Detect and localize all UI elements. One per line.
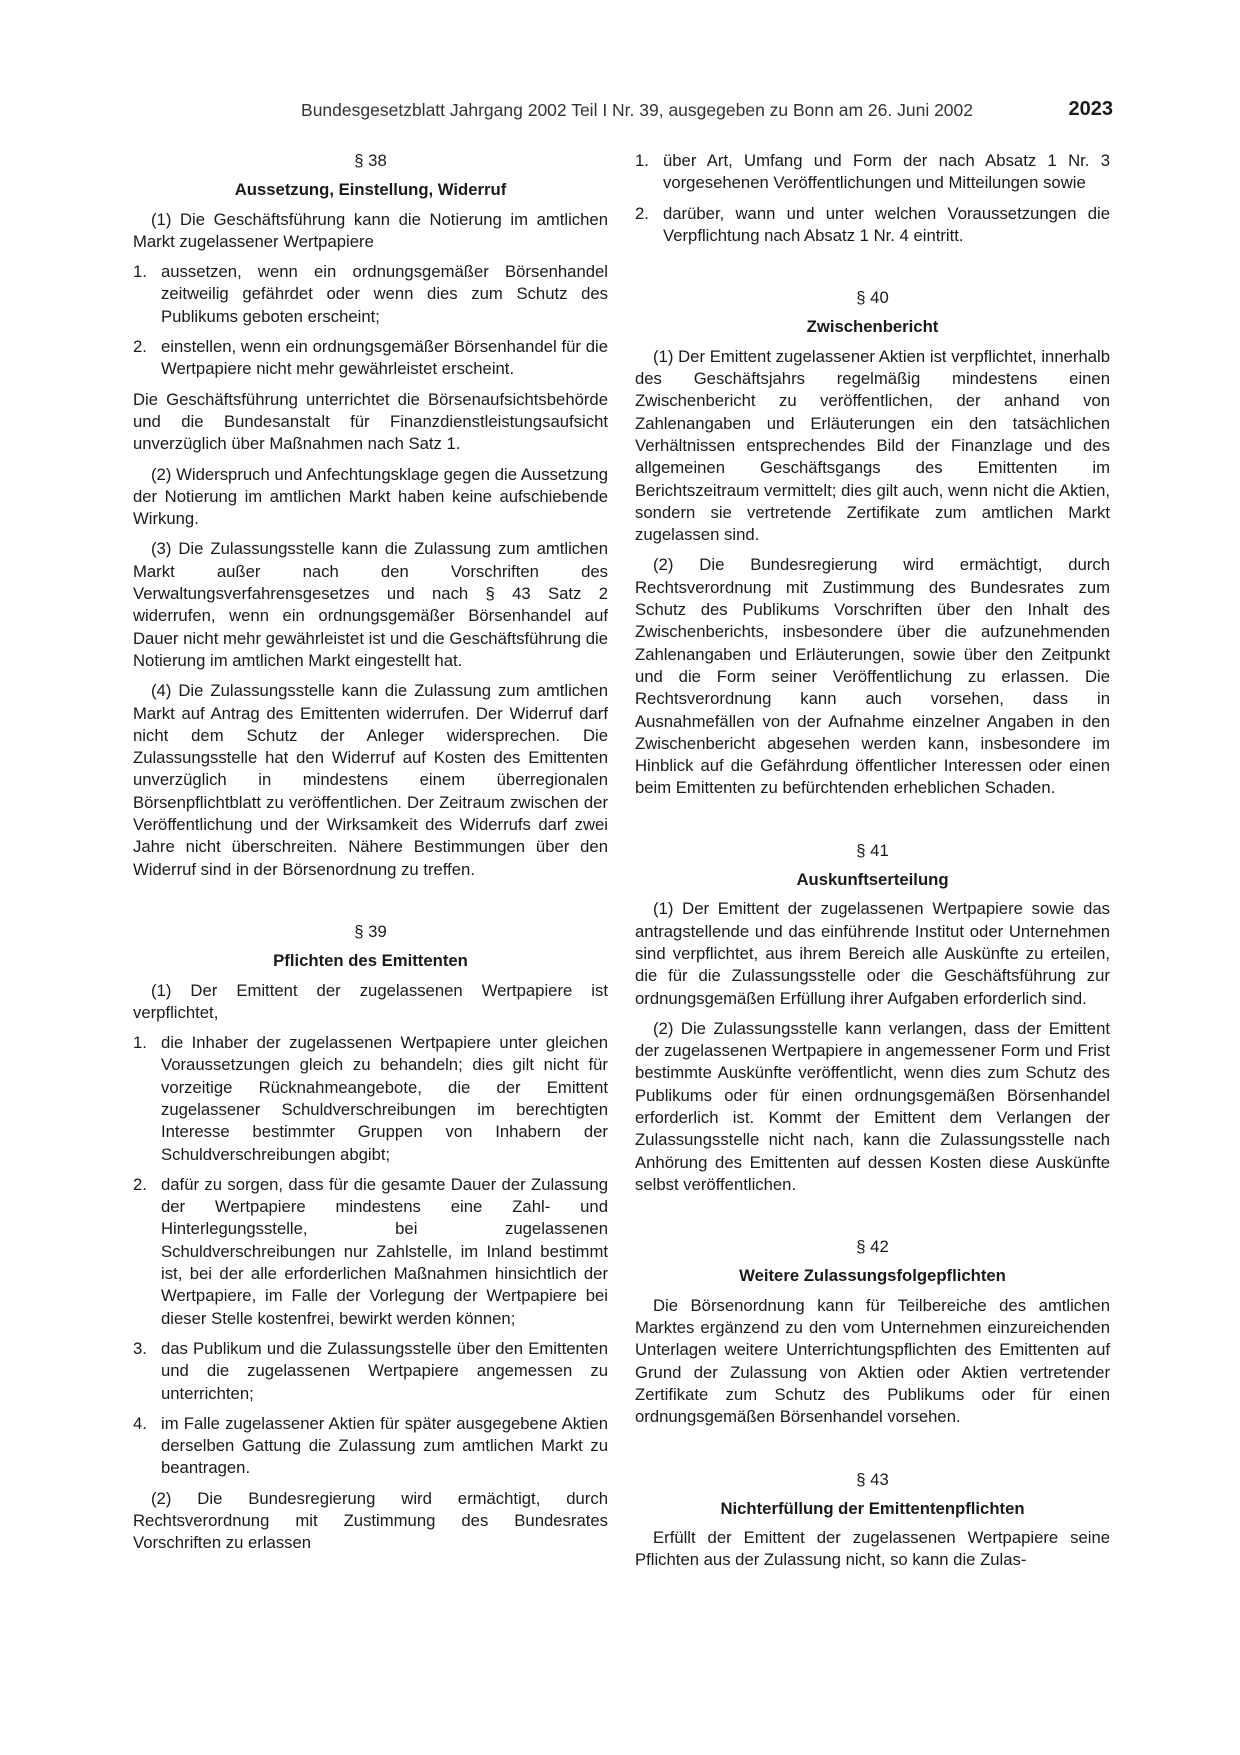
- list-item: 1. über Art, Umfang und Form der nach Absatz 1 Nr. 3 vorgesehenen Veröffentlichungen und Mitteilungen sowie: [635, 151, 1110, 193]
- numbered-list: [133, 261, 608, 380]
- section-number-38: § 38: [354, 151, 387, 170]
- paragraph: (1) Der Emittent zugelassener Aktien ist verpflichtet, innerhalb des Geschäftsjahrs regelmäßig mindestens einen Zwischenbericht zu veröffentlichen, der anhand von Zahlenangaben und Erläuterungen ein den tatsächlichen Verhältnissen entsprechendes Bild der Finanzlage und des allgemeinen Geschäftsgangs des Emittenten im Berichtszeitraum vermittelt; dies gilt auch, wenn nicht die Aktien, sondern sie vertretende Zertifikate zum amtlichen Markt zugelassen sind.: [635, 346, 1110, 545]
- paragraph: (2) Die Bundesregierung wird ermächtigt, durch Rechtsverordnung mit Zustimmung des Bundesrates Vorschriften zu erlassen: [133, 1488, 608, 1553]
- list-item: 4. im Falle zugelassener Aktien für später ausgegebene Aktien derselben Gattung die Zulassung zum amtlichen Markt zu beantragen.: [133, 1413, 608, 1478]
- paragraph: (1) Der Emittent der zugelassenen Wertpapiere ist verpflichtet,: [133, 980, 608, 1022]
- section-title-38: Aussetzung, Einstellung, Widerruf: [234, 180, 507, 200]
- numbered-list: [133, 1032, 608, 1480]
- section-title-41: Auskunftserteilung: [796, 870, 949, 890]
- left-column: [133, 150, 608, 1563]
- paragraph: (2) Die Bundesregierung wird ermächtigt, durch Rechtsverordnung mit Zustimmung des Bundesrates zum Schutz des Publikums Vorschriften über den Inhalt des Zwischenberichts, insbesondere über die aufzunehmenden Zahlenangaben und Erläuterungen, sowie über den Zeitpunkt und die Form seiner Veröffentlichung zu erlassen. Die Rechtsverordnung kann auch vorsehen, dass in Ausnahmefällen von der Aufnahme einzelner Angaben in den Zwischenbericht abgesehen werden kann, insbesondere im Hinblick auf die Gefährdung öffentlicher Interessen oder einen beim Emittenten zu befürchtenden erheblichen Schaden.: [635, 555, 1110, 798]
- list-item: 3. das Publikum und die Zulassungsstelle über den Emittenten und die zugelassenen Wertpapiere angemessen zu unterrichten;: [133, 1338, 608, 1403]
- list-item: 2. dafür zu sorgen, dass für die gesamte Dauer der Zulassung der Wertpapiere mindestens eine Zahl- und Hinterlegungsstelle, bei zugelassenen Schuldverschreibungen nur Zahlstelle, im Inland bestimmt ist, bei der alle erforderlichen Maßnahmen hinsichtlich der Wertpapiere, im Falle der Vorlegung der Wertpapiere bei dieser Stelle kostenfrei, bewirkt werden können;: [133, 1174, 608, 1328]
- section-title-40: Zwischenbericht: [806, 317, 939, 337]
- section-title-42: Weitere Zulassungsfolgepflichten: [739, 1266, 1006, 1286]
- section-number-41: § 41: [856, 840, 889, 860]
- section-number-40: § 40: [856, 288, 889, 308]
- section-number-42: § 42: [856, 1237, 889, 1257]
- paragraph: (4) Die Zulassungsstelle kann die Zulassung zum amtlichen Markt auf Antrag des Emittenten widerrufen. Der Widerruf darf nicht dem Schutz der Anleger widersprechen. Die Zulassungsstelle hat den Widerruf auf Kosten des Emittenten unverzüglich in mindestens einem überregionalen Börsenpflichtblatt zu veröffentlichen. Der Zeitraum zwischen der Veröffentlichung und der Wirksamkeit des Widerrufs darf zwei Jahre nicht überschreiten. Nähere Bestimmungen über den Widerruf sind in der Börsenordnung zu treffen.: [133, 681, 608, 879]
- section-title-39: Pflichten des Emittenten: [273, 951, 468, 971]
- paragraph: (3) Die Zulassungsstelle kann die Zulassung zum amtlichen Markt außer nach den Vorschriften des Verwaltungsverfahrensgesetzes und nach § 43 Satz 2 widerrufen, wenn ein ordnungsgemäßer Börsenhandel auf Dauer nicht mehr gewährleistet ist und die Geschäftsführung die Notierung im amtlichen Markt eingestellt hat.: [133, 539, 608, 670]
- paragraph: (2) Widerspruch und Anfechtungsklage gegen die Aussetzung der Notierung im amtlichen Markt haben keine aufschiebende Wirkung.: [133, 464, 608, 529]
- paragraph: Die Geschäftsführung unterrichtet die Börsenaufsichtsbehörde und die Bundesanstalt für Finanzdienstleistungsaufsicht unverzüglich über Maßnahmen nach Satz 1.: [133, 389, 608, 454]
- paragraph: Die Börsenordnung kann für Teilbereiche des amtlichen Marktes ergänzend zu den vom Unternehmen einzureichenden Unterlagen weitere Unterrichtungspflichten des Emittenten auf Grund der Zulassung von Aktien oder Aktien vertretender Zertifikate zum Schutz des Publikums oder für einen ordnungsgemäßen Börsenhandel vorsehen.: [635, 1295, 1110, 1427]
- paragraph: Erfüllt der Emittent der zugelassenen Wertpapiere seine Pflichten aus der Zulassung nicht, so kann die Zulas-: [635, 1528, 1110, 1570]
- list-item: 1. aussetzen, wenn ein ordnungsgemäßer Börsenhandel zeitweilig gefährdet oder wenn dies zum Schutz des Publikums geboten erscheint;: [133, 262, 608, 326]
- paragraph: (2) Die Zulassungsstelle kann verlangen, dass der Emittent der zugelassenen Wertpapiere in angemessener Form und Frist bestimmte Auskünfte veröffentlicht, wenn dies zum Schutz des Publikums oder für einen ordnungsgemäßen Börsenhandel erforderlich ist. Kommt der Emittent dem Verlangen der Zulassungsstelle nicht nach, kann die Zulassungsstelle nach Anhörung des Emittenten auf dessen Kosten diese Auskünfte selbst veröffentlichen.: [635, 1018, 1110, 1194]
- paragraph: (1) Der Emittent der zugelassenen Wertpapiere sowie das antragstellende und das einführende Institut oder Unternehmen sind verpflichtet, aus ihrem Bereich alle Auskünfte zu erteilen, die für die Zulassungsstelle oder die Geschäftsführung zur ordnungsgemäßen Erfüllung ihrer Aufgaben erforderlich sind.: [635, 899, 1110, 1008]
- list-item: 2. einstellen, wenn ein ordnungsgemäßer Börsenhandel für die Wertpapiere nicht mehr gewährleistet erscheint.: [133, 337, 608, 379]
- section-number-43: § 43: [856, 1469, 889, 1489]
- header-title: Bundesgesetzblatt Jahrgang 2002 Teil I Nr. 39, ausgegeben zu Bonn am 26. Juni 2002: [301, 100, 973, 120]
- page-number: 2023: [1068, 98, 1113, 120]
- list-item: 2. darüber, wann und unter welchen Voraussetzungen die Verpflichtung nach Absatz 1 Nr. 4 eintritt.: [635, 203, 1110, 245]
- page-header: [133, 100, 1113, 128]
- section-number-39: § 39: [354, 921, 387, 941]
- right-column: [635, 150, 1110, 1580]
- list-item: 1. die Inhaber der zugelassenen Wertpapiere unter gleichen Voraussetzungen gleich zu behandeln; dies gilt nicht für vorzeitige Rücknahmeangebote, die der Emittent zugelassener Schuldverschreibungen im berechtigten Interesse bestimmter Gruppen von Inhabern der Schuldverschreibungen abgibt;: [133, 1033, 608, 1164]
- numbered-list: [635, 150, 1110, 247]
- section-title-43: Nichterfüllung der Emittentenpflichten: [720, 1498, 1025, 1518]
- paragraph: (1) Die Geschäftsführung kann die Notierung im amtlichen Markt zugelassener Wertpapiere: [133, 209, 608, 251]
